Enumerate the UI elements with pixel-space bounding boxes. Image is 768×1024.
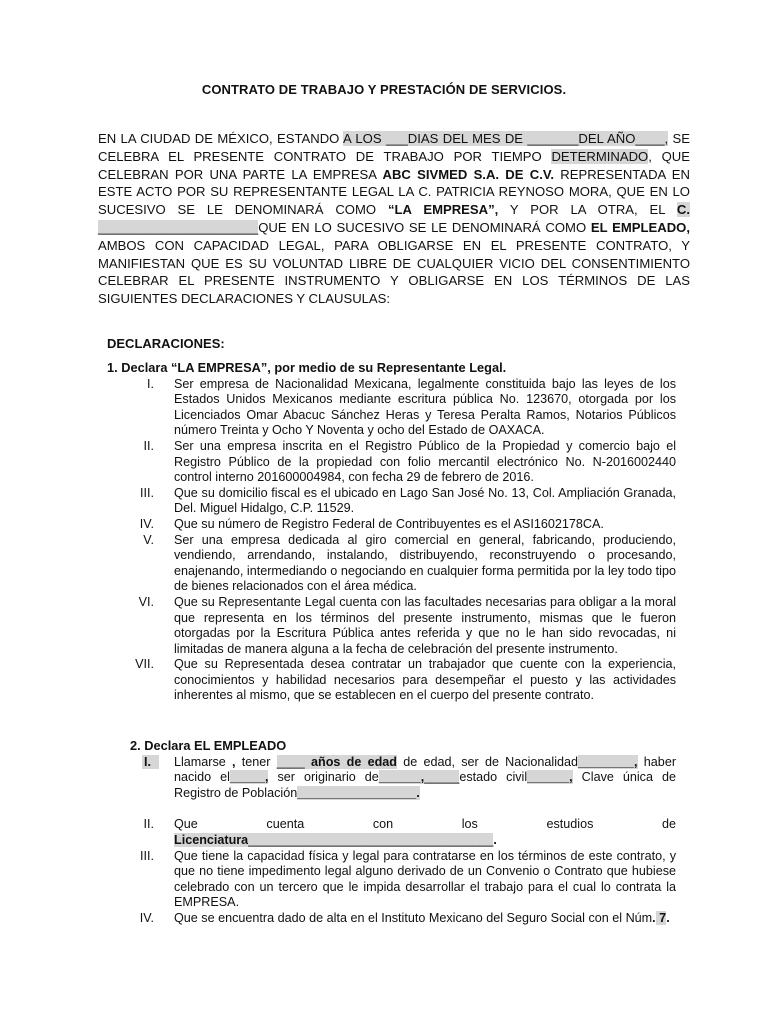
item-number: III.: [140, 848, 154, 863]
item-number: IV.: [139, 516, 154, 531]
item-text: Que cuenta con los estudios de Licenciatura___________________________________.: [174, 817, 676, 847]
declaration-list: [0, 377, 768, 704]
age-blank: ____: [276, 754, 305, 769]
intro-line: AMBOS CON CAPACIDAD LEGAL, PARA OBLIGARSE EN EL PRESENTE CONTRATO, Y: [98, 237, 690, 253]
civil-status-blank: ______,: [527, 770, 573, 785]
list-item: [0, 439, 768, 486]
studies-blank: ___________________________________: [248, 832, 494, 847]
item-text: Ser una empresa inscrita en el Registro Público de la Propiedad y comercio bajo el Registro Público de la propiedad con folio mercantil electrónico No. N-2016002440 control interno 201600004984, con fecha 29 de febrero de 2016.: [174, 438, 676, 485]
item-number: I.: [142, 755, 159, 771]
company-alias: “LA EMPRESA”,: [387, 202, 499, 218]
section-company-declarations: [0, 360, 768, 704]
intro-text: CELEBRAN POR UNA PARTE LA EMPRESA: [98, 166, 383, 182]
intro-text: CELEBRA EL PRESENTE CONTRATO DE TRABAJO POR TIEMPO: [98, 148, 552, 164]
birthdate-blank: _____,: [229, 770, 269, 785]
list-item: [0, 911, 768, 927]
item-text: Ser una empresa dedicada al giro comercial en general, fabricando, produciendo, vendiendo, arrendando, instalando, distribuyendo, reconstruyendo o procesando, enajenando, intermediando o negociando en cualquier forma permitida por la ley todo tipo de bienes relacionados con el área médica.: [174, 532, 676, 594]
item-text: Llamarse , tener ____ años de edad de edad, ser de Nacionalidad________, haber nacido el_____, ser originario de______,_____estado civil______, Clave única de Registro de Población_________________.: [174, 754, 677, 800]
item-text: Que su Representante Legal cuenta con las facultades necesarias para obligar a la moral que representa en los términos del presente instrumento, mismas que le fueron otorgadas por la Escritura Pública antes referida y que no le han sido revocadas, ni limitadas de manera alguna a la fecha de celebración del presente instrumento.: [174, 594, 676, 656]
date-blank-field: A LOS ___DIAS DEL MES DE _______DEL AÑO____,: [343, 131, 669, 146]
intro-line: [98, 201, 690, 219]
item-number: I.: [147, 376, 154, 391]
intro-line: MANIFIESTAN QUE ES SU VOLUNTAD LIBRE DE CUALQUIER VICIO DEL CONSENTIMIENTO: [98, 255, 690, 271]
section-employee-declarations: [0, 738, 768, 927]
item-text: Ser empresa de Nacionalidad Mexicana, legalmente constituida bajo las leyes de los Estados Unidos Mexicanos mediante escritura pública No. 123670, otorgada por los Licenciados Omar Abacuc Sánchez Heras y Teresa Peralta Ramos, Notarios Públicos número Treinta y Ocho Y Noventa y ocho del Estado de OAXACA.: [174, 376, 676, 438]
list-item: [0, 377, 768, 439]
intro-text: , QUE: [648, 148, 690, 164]
curp-blank: _________________.: [297, 785, 420, 800]
intro-text: SE: [668, 131, 690, 146]
list-item: [0, 657, 768, 704]
contract-term-field: DETERMINADO: [551, 148, 649, 164]
declarations-heading: DECLARACIONES:: [107, 336, 225, 351]
intro-line: [98, 130, 690, 148]
list-item: [0, 517, 768, 533]
section-title: 2. Declara EL EMPLEADO: [130, 738, 287, 753]
intro-line: [98, 166, 690, 184]
employee-alias: EL EMPLEADO,: [590, 219, 690, 235]
contract-title: CONTRATO DE TRABAJO Y PRESTACIÓN DE SERVICIOS.: [201, 82, 567, 97]
intro-line: ESTE ACTO POR SU REPRESENTANTE LEGAL LA C. PATRICIA REYNOSO MORA, QUE EN LO: [98, 184, 690, 200]
item-text: Que se encuentra dado de alta en el Instituto Mexicano del Seguro Social con el Núm. 7.: [174, 910, 670, 925]
company-name: ABC SIVMED S.A. DE C.V.: [382, 166, 555, 182]
intro-text: Y POR LA OTRA, EL: [498, 202, 677, 218]
item-text: Que tiene la capacidad física y legal para contratarse en los términos de este contrato, y que no tiene impedimento legal alguno derivado de un Convenio o Contrato que hubiese celebrado con un tercero que le impida desarrollar el trabajo para el cual lo contrata la EMPRESA.: [174, 848, 676, 910]
employee-name-blank: ______________________: [98, 219, 259, 235]
list-item: [0, 595, 768, 657]
intro-text: QUE EN LO SUCESIVO SE LE DENOMINARÁ COMO: [258, 219, 591, 235]
state-blank: _____: [424, 770, 460, 785]
list-item: [0, 486, 768, 517]
section-title: 1. Declara “LA EMPRESA”, por medio de su Representante Legal.: [107, 360, 507, 375]
intro-line: [98, 148, 690, 166]
age-label: años de edad: [304, 754, 397, 769]
origin-blank: ______,: [378, 770, 425, 785]
intro-paragraph: [98, 130, 690, 308]
list-item: [0, 533, 768, 595]
intro-text: REPRESENTADA EN: [554, 166, 690, 182]
item-text: Que su Representada desea contratar un trabajador que cuente con la experiencia, conocimientos y habilidad necesarios para desempeñar el puesto y las actividades inherentes al mismo, que se establecen en el cuerpo del presente contrato.: [174, 657, 676, 703]
item-number: V.: [143, 532, 154, 547]
item-number: II.: [143, 817, 154, 832]
item-number: IV.: [139, 910, 154, 925]
imss-number-field: 7: [655, 910, 667, 925]
studies-field: Licenciatura: [174, 832, 249, 847]
item-number: VII.: [135, 657, 154, 672]
list-item: [0, 849, 768, 911]
item-number: III.: [140, 485, 154, 500]
item-text: Que su número de Registro Federal de Contribuyentes es el ASI1602178CA.: [174, 516, 604, 531]
intro-line: CELEBRAR EL PRESENTE INSTRUMENTO Y OBLIGARSE EN LOS TÉRMINOS DE LAS: [98, 273, 690, 289]
item-number: VI.: [138, 594, 154, 609]
intro-line: SIGUIENTES DECLARACIONES Y CLAUSULAS:: [98, 291, 391, 307]
nationality-blank: ________,: [578, 754, 638, 769]
list-item: [0, 817, 768, 848]
list-item: [0, 755, 768, 802]
intro-text: SUCESIVO SE LE DENOMINARÁ COMO: [98, 202, 388, 218]
intro-text: EN LA CIUDAD DE MÉXICO, ESTANDO: [98, 131, 343, 146]
item-text: Que su domicilio fiscal es el ubicado en Lago San José No. 13, Col. Ampliación Granada, Del. Miguel Hidalgo, C.P. 11529.: [174, 485, 676, 516]
intro-line: [98, 219, 690, 237]
item-number: II.: [143, 438, 154, 453]
employee-title-field: C.: [676, 202, 691, 218]
